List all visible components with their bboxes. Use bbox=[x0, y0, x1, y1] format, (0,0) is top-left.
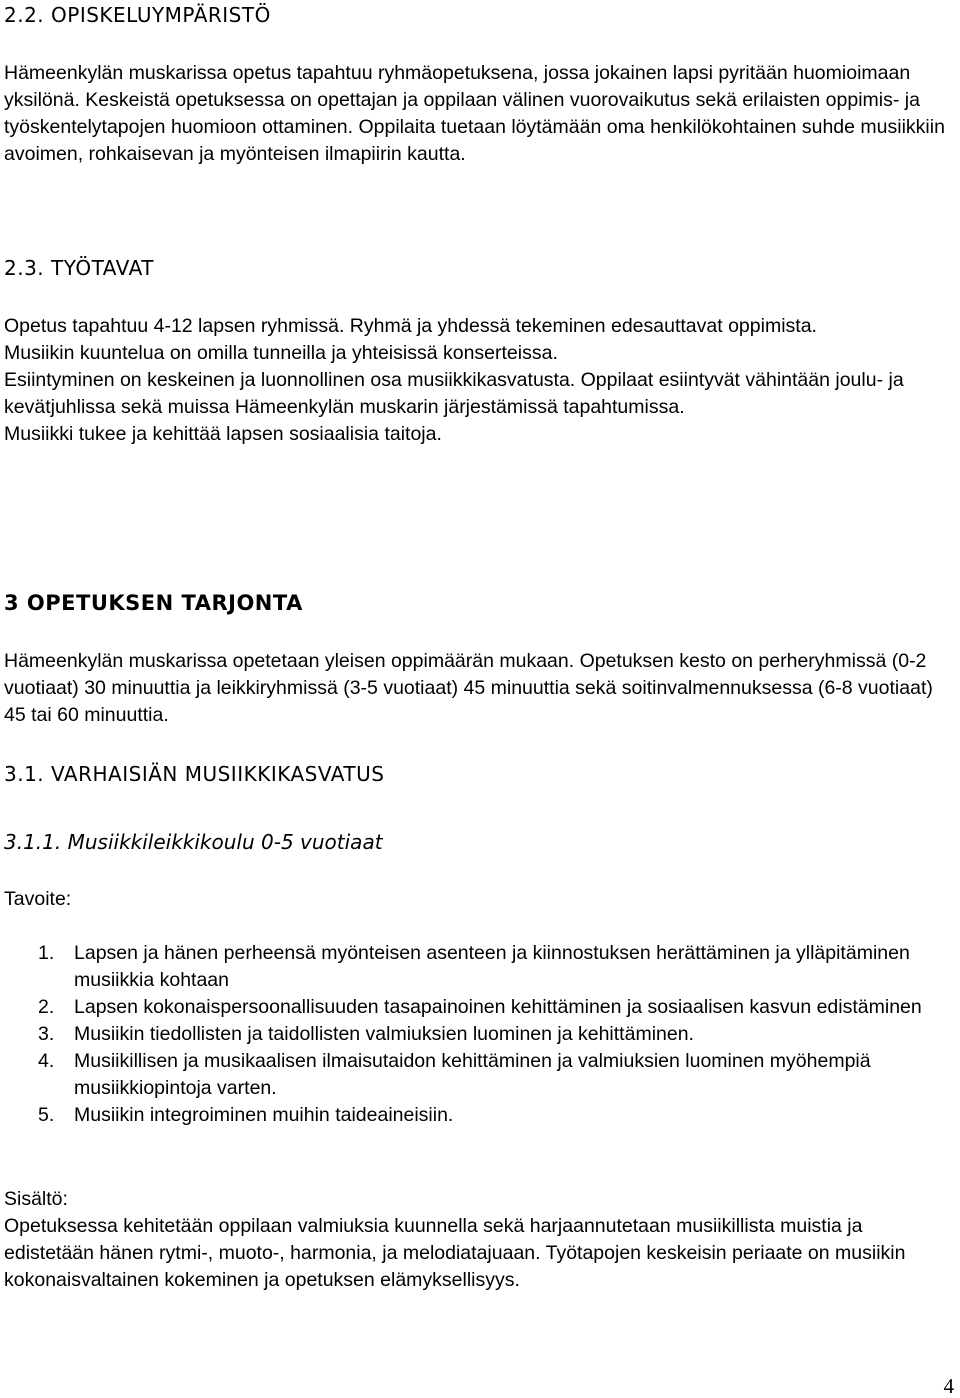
list-item-text: Lapsen kokonaispersoonallisuuden tasapainoinen kehittäminen ja sosiaalisen kasvun edistäminen bbox=[74, 996, 922, 1018]
list-item-text: Musiikin tiedollisten ja taidollisten valmiuksien luominen ja kehittäminen. bbox=[74, 1023, 694, 1045]
work-methods-line: Musiikki tukee ja kehittää lapsen sosiaalisia taitoja. bbox=[4, 423, 442, 445]
content-label: Sisältö: bbox=[4, 1188, 68, 1210]
section-3-heading: 3 OPETUKSEN TARJONTA bbox=[4, 591, 303, 615]
section-2-3-heading: 2.3. TYÖTAVAT bbox=[4, 256, 154, 280]
section-3-1-heading: 3.1. VARHAISIÄN MUSIIKKIKASVATUS bbox=[4, 762, 385, 786]
section-3-paragraph: Hämeenkylän muskarissa opetetaan yleisen oppimäärän mukaan. Opetuksen kesto on perheryhmissä (0-2 vuotiaat) 30 minuuttia ja leikkiryhmissä (3-5 vuotiaat) 45 minuuttia sekä soitinvalmennuksessa (6-8 vuotiaat) 45 tai 60 minuuttia. bbox=[4, 650, 933, 726]
content-paragraph: Opetuksessa kehitetään oppilaan valmiuksia kuunnella sekä harjaannutetaan musiikillista muistia ja edistetään hänen rytmi-, muoto-, harmonia, ja melodiatajuaan. Työtapojen keskeisin periaate on musiikin kokonaisvaltainen kokeminen ja opetuksen elämyksellisyys. bbox=[4, 1215, 906, 1291]
list-item-number: 3. bbox=[38, 1023, 55, 1045]
list-item bbox=[4, 1102, 956, 1129]
list-item-text: Musiikin integroiminen muihin taideaineisiin. bbox=[74, 1104, 454, 1126]
list-item bbox=[4, 994, 956, 1021]
goals-label: Tavoite: bbox=[4, 888, 72, 910]
list-item-text: Musiikillisen ja musikaalisen ilmaisutaidon kehittäminen ja valmiuksien luominen myöhempiä musiikkiopintoja varten. bbox=[74, 1050, 871, 1099]
goals-list bbox=[4, 940, 956, 1129]
work-methods-line: Esiintyminen on keskeinen ja luonnollinen osa musiikkikasvatusta. Oppilaat esiintyvät vähintään joulu- ja kevätjuhlissa sekä muissa Hämeenkylän muskarin järjestämissä tapahtumissa. bbox=[4, 369, 904, 418]
work-methods-line: Musiikin kuuntelua on omilla tunneilla ja yhteisissä konserteissa. bbox=[4, 342, 558, 364]
list-item-number: 1. bbox=[38, 942, 55, 964]
list-item-number: 4. bbox=[38, 1050, 55, 1072]
page-number: 4 bbox=[943, 1374, 954, 1398]
section-2-2-heading: 2.2. OPISKELUYMPÄRISTÖ bbox=[4, 3, 271, 27]
list-item bbox=[4, 940, 956, 994]
section-3-1-1-heading: 3.1.1. Musiikkileikkikoulu 0-5 vuotiaat bbox=[4, 830, 383, 854]
list-item bbox=[4, 1048, 956, 1102]
work-methods-line: Opetus tapahtuu 4-12 lapsen ryhmissä. Ryhmä ja yhdessä tekeminen edesauttavat oppimista. bbox=[4, 315, 817, 337]
list-item bbox=[4, 1021, 956, 1048]
section-2-3-content bbox=[4, 313, 956, 448]
list-item-number: 2. bbox=[38, 996, 55, 1018]
list-item-text: Lapsen ja hänen perheensä myönteisen asenteen ja kiinnostuksen herättäminen ja ylläpitäminen musiikkia kohtaan bbox=[74, 942, 910, 991]
section-2-2-paragraph: Hämeenkylän muskarissa opetus tapahtuu ryhmäopetuksena, jossa jokainen lapsi pyritään huomioimaan yksilönä. Keskeistä opetuksessa on opettajan ja oppilaan välinen vuorovaikutus sekä erilaisten oppimis- ja työskentelytapojen huomioon ottaminen. Oppilaita tuetaan löytämään oma henkilökohtainen suhde musiikkiin avoimen, rohkaisevan ja myönteisen ilmapiirin kautta. bbox=[4, 62, 945, 165]
list-item-number: 5. bbox=[38, 1104, 55, 1126]
